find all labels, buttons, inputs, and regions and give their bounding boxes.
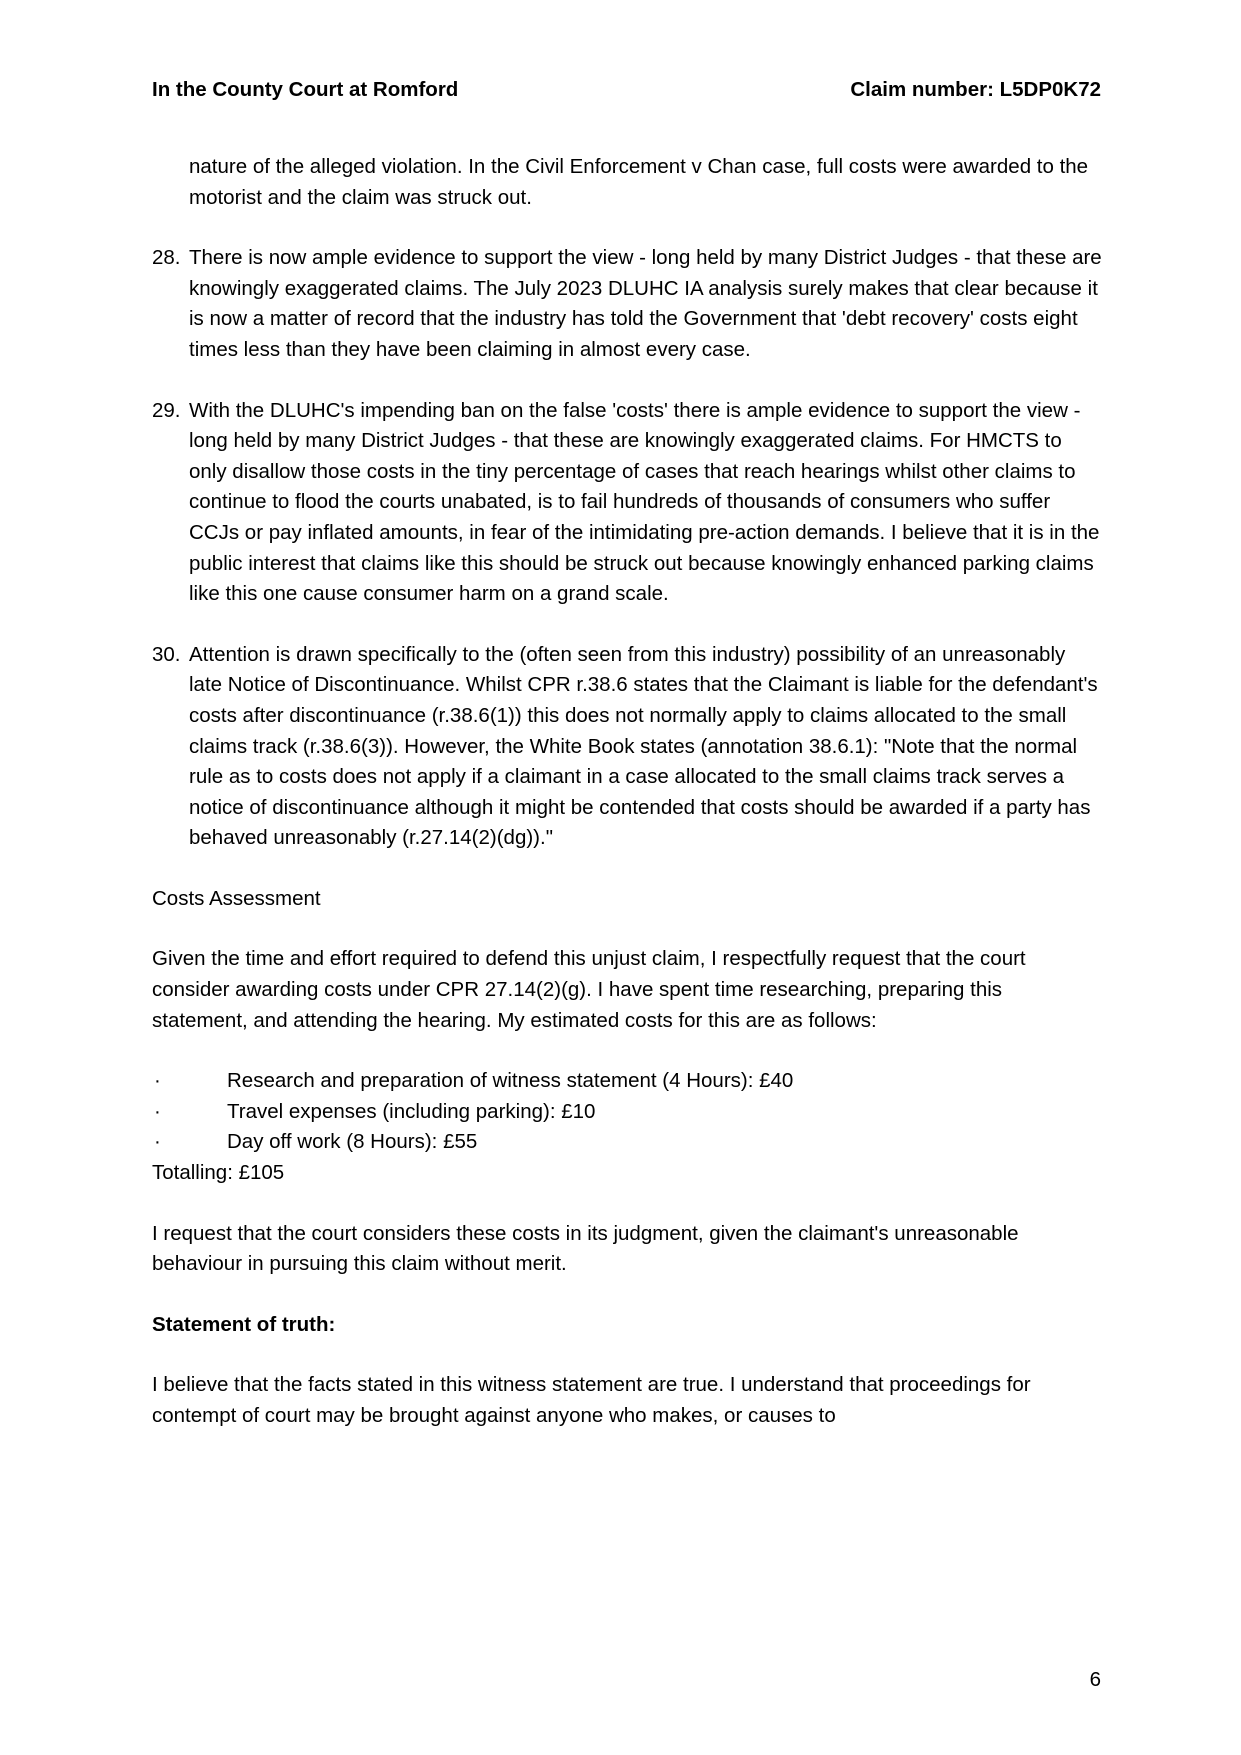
bullet-icon: · xyxy=(154,1099,161,1123)
paragraph-text: Attention is drawn specifically to the (often seen from this industry) possibility of an unreasonably late Notice of Discontinuance. Whilst CPR r.38.6 states that the Claimant is liable for the defendant's costs after discontinuance (r.38.6(1)) this does not normally apply to claims allocated to the small claims track (r.38.6(3)). However, the White Book states (annotation 38.6.1): "Note that the normal rule as to costs does not apply if a claimant in a case allocated to the small claims track serves a notice of discontinuance although it might be contended that costs should be awarded if a party has behaved unreasonably (r.27.14(2)(dg))." xyxy=(189,642,1098,850)
court-name: In the County Court at Romford xyxy=(152,78,459,101)
costs-heading: Costs Assessment xyxy=(152,886,321,910)
page-number: 6 xyxy=(1089,1668,1101,1691)
costs-list xyxy=(152,1066,1102,1158)
paragraph-continuation: nature of the alleged violation. In the Civil Enforcement v Chan case, full costs were awarded to the motorist and the claim was struck out. xyxy=(189,155,1089,209)
paragraph-text: There is now ample evidence to support the view - long held by many District Judges - that these are knowingly exaggerated claims. The July 2023 DLUHC IA analysis surely makes that clear because it is now a matter of record that the industry has told the Government that 'debt recovery' costs eight times less than they have been claiming in almost every case. xyxy=(189,246,1102,361)
bullet-icon: · xyxy=(154,1130,161,1154)
costs-intro: Given the time and effort required to defend this unjust claim, I respectfully request that the court consider awarding costs under CPR 27.14(2)(g). I have spent time researching, preparing this statement, and attending the hearing. My estimated costs for this are as follows: xyxy=(152,947,1026,1032)
paragraph-number: 28. xyxy=(152,246,181,270)
paragraph-30 xyxy=(152,640,1102,854)
list-item-text: Research and preparation of witness statement (4 Hours): £40 xyxy=(227,1069,794,1093)
paragraph-28 xyxy=(152,243,1102,365)
list-item xyxy=(152,1127,1102,1158)
costs-request: I request that the court considers these costs in its judgment, given the claimant's unreasonable behaviour in pursuing this claim without merit. xyxy=(152,1221,1019,1276)
paragraph-number: 30. xyxy=(152,642,181,666)
list-item xyxy=(152,1097,1102,1128)
page-header xyxy=(152,76,1101,104)
list-item xyxy=(152,1066,1102,1097)
list-item-text: Day off work (8 Hours): £55 xyxy=(227,1130,478,1154)
list-item-text: Travel expenses (including parking): £10 xyxy=(227,1099,596,1123)
bullet-icon: · xyxy=(154,1069,161,1093)
costs-total: Totalling: £105 xyxy=(152,1161,285,1185)
statement-of-truth-text: I believe that the facts stated in this witness statement are true. I understand that proceedings for contempt of court may be brought against anyone who makes, or causes to xyxy=(152,1373,1031,1427)
statement-of-truth-heading: Statement of truth: xyxy=(152,1312,336,1336)
paragraph-number: 29. xyxy=(152,398,181,422)
paragraph-text: With the DLUHC's impending ban on the false 'costs' there is ample evidence to support the view - long held by many District Judges - that these are knowingly exaggerated claims. For HMCTS to only disallow those costs in the tiny percentage of cases that reach hearings whilst other claims to continue to flood the courts unabated, is to fail hundreds of thousands of consumers who suffer CCJs or pay inflated amounts, in fear of the intimidating pre-action demands. I believe that it is in the public interest that claims like this should be struck out because knowingly enhanced parking claims like this one cause consumer harm on a grand scale. xyxy=(189,398,1100,606)
claim-number: Claim number: L5DP0K72 xyxy=(850,78,1101,101)
document-body xyxy=(152,152,1102,1462)
paragraph-29 xyxy=(152,396,1102,610)
